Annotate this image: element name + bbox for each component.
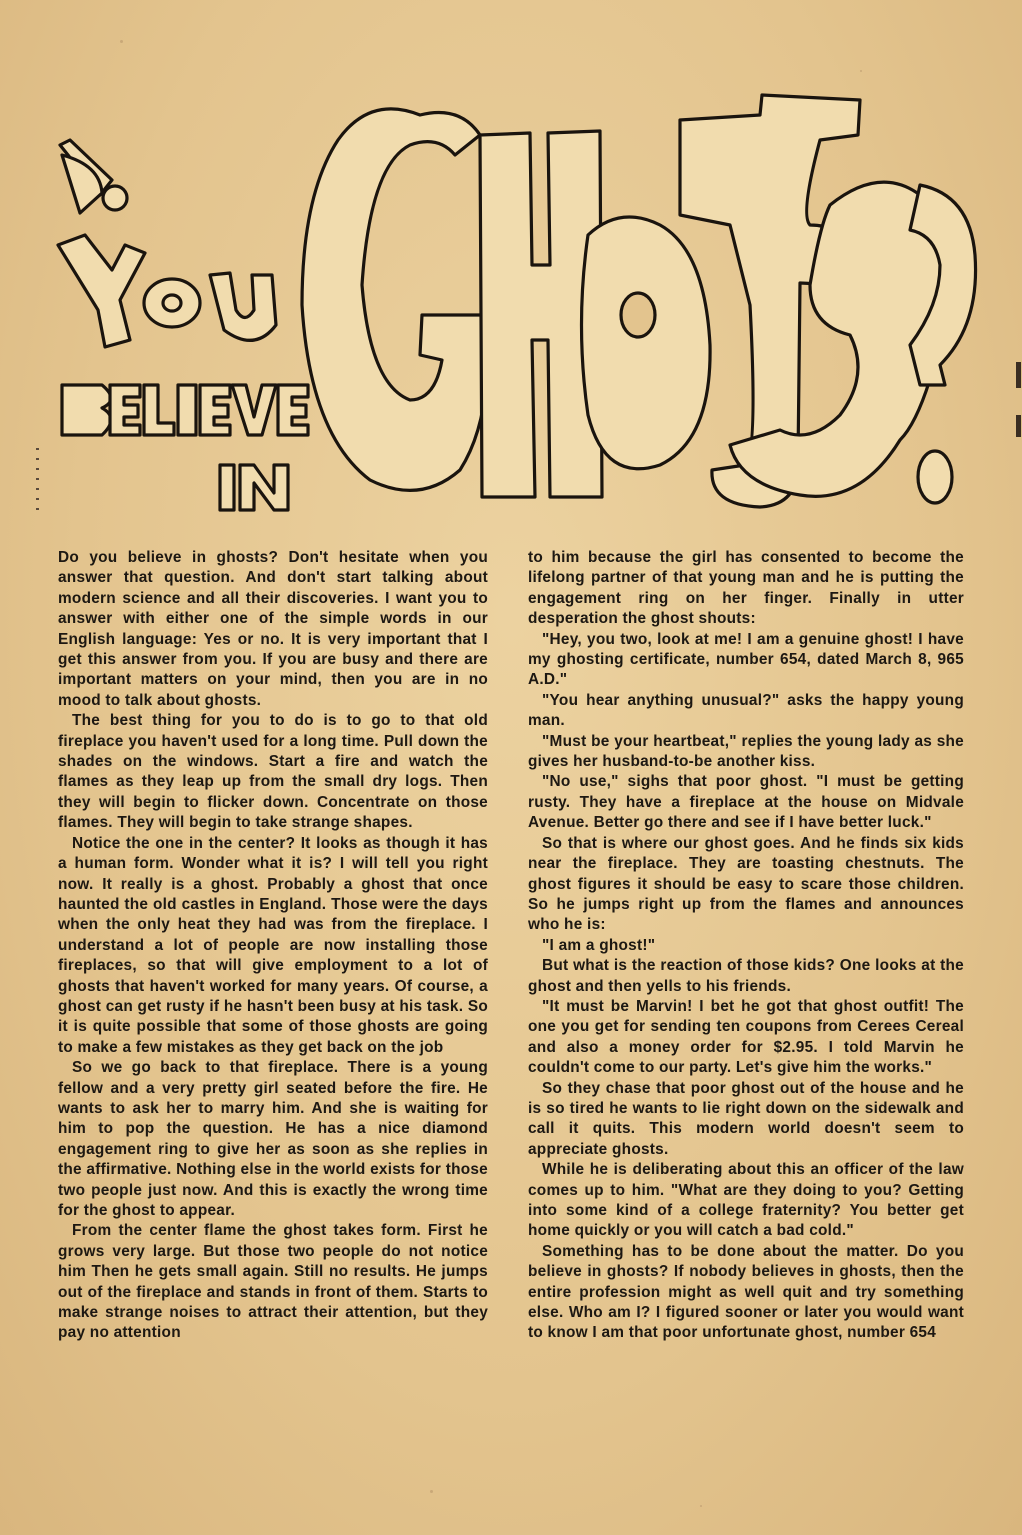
paper-speck [430, 1490, 433, 1493]
article-paragraph: "I am a ghost!" [542, 936, 656, 954]
article-paragraph: From the center flame the ghost takes form. First he grows very large. But those two people do not notice him Then he gets small again. Still no results. He jumps out of the fireplace and stands in front of them. Starts to make strange noises to attract their attention, but they pay no attention [58, 1222, 488, 1342]
edge-mark [1016, 415, 1021, 437]
binding-holes [36, 448, 39, 516]
paper-speck [860, 70, 862, 72]
article-paragraph: Notice the one in the center? It looks as though it has a human form. Wonder what it is? I will tell you right now. It really is a ghost. Probably a ghost that once haunted the old castles in England. Those were the days when the only heat they had was from the fireplace. I understand a lot of people are now installing those fireplaces, so that will give employment to a lot of ghosts that haven't worked for many years. Of course, a ghost can get rusty if he hasn't been busy at his task. So it is quite possible that some of those ghosts are going to make a few mistakes as they get back on the job [58, 834, 488, 1056]
article-paragraph: While he is deliberating about this an officer of the law comes up to him. "What are they doing to you? Getting into some kind of a college fraternity? You better get home quickly or you will catch a bad cold." [528, 1161, 964, 1240]
article-paragraph: "No use," sighs that poor ghost. "I must be getting rusty. They have a fireplace at the house on Midvale Avenue. Better go there and see if I have better luck." [528, 773, 964, 832]
title-svg [40, 85, 990, 535]
article-paragraph: But what is the reaction of those kids? One looks at the ghost and then yells to his friends. [528, 957, 964, 995]
title-word-do [60, 140, 127, 213]
title-word-you [58, 235, 276, 347]
title-word-believe [62, 385, 308, 435]
paper-speck [120, 40, 123, 43]
edge-mark [1016, 362, 1021, 388]
article-paragraph: So we go back to that fireplace. There is a young fellow and a very pretty girl seated before the fire. He wants to ask her to marry him. And she is waiting for him to pop the question. He has a nice diamond engagement ring to give her as soon as she replies in the affirmative. Nothing else in the world exists for those two people just now. And this is exactly the wrong time for the ghost to appear. [58, 1059, 488, 1219]
article-paragraph: to him because the girl has consented to become the lifelong partner of that young man and he is putting the engagement ring on her finger. Finally in utter desperation the ghost shouts: [528, 549, 964, 628]
paper-speck [700, 1505, 702, 1507]
article-paragraph: "You hear anything unusual?" asks the happy young man. [528, 691, 964, 730]
article-paragraph: "It must be Marvin! I bet he got that ghost outfit! The one you get for sending ten coupons from Cerees Cereal and also a money order for $2.95. I told Marvin he couldn't come to our party. Let's give him the works." [528, 997, 964, 1077]
article-left-column [58, 548, 488, 1344]
title-word-ghosts [302, 95, 976, 507]
title-word-in [220, 465, 288, 510]
article-paragraph: "Hey, you two, look at me! I am a genuine ghost! I have my ghosting certificate, number 654, dated March 8, 965 A.D." [528, 630, 964, 689]
article-paragraph: The best thing for you to do is to go to that old fireplace you haven't used for a long time. Pull down the shades on the windows. Start a fire and watch the flames as they leap up from the small dry logs. Then they will begin to flicker down. Concentrate on those flames. They will begin to take strange shapes. [58, 712, 488, 832]
article-paragraph: Do you believe in ghosts? Don't hesitate when you answer that question. And don't start talking about modern science and all their discoveries. I want you to answer with either one of the simple words in our English language: Yes or no. It is very important that I get this answer from you. If you are busy and there are important matters on your mind, then you are in no mood to talk about ghosts. [58, 549, 488, 709]
article-paragraph: Something has to be done about the matter. Do you believe in ghosts? If nobody believes in ghosts, then the entire profession might as well quit and try something else. Who am I? I figured sooner or later you would want to know I am that poor unfortunate ghost, number 654 [528, 1242, 964, 1342]
title-lettering [40, 85, 990, 535]
article-paragraph: So that is where our ghost goes. And he finds six kids near the fireplace. They are toasting chestnuts. The ghost figures it should be easy to scare those children. So he jumps right up from the flames and announces who he is: [528, 834, 964, 934]
article-paragraph: So they chase that poor ghost out of the house and he is so tired he wants to lie right down on the sidewalk and call it quits. This modern world doesn't seem to appreciate ghosts. [528, 1079, 964, 1158]
article-paragraph: "Must be your heartbeat," replies the young lady as she gives her husband-to-be another kiss. [528, 732, 964, 771]
article-right-column [528, 548, 964, 1344]
